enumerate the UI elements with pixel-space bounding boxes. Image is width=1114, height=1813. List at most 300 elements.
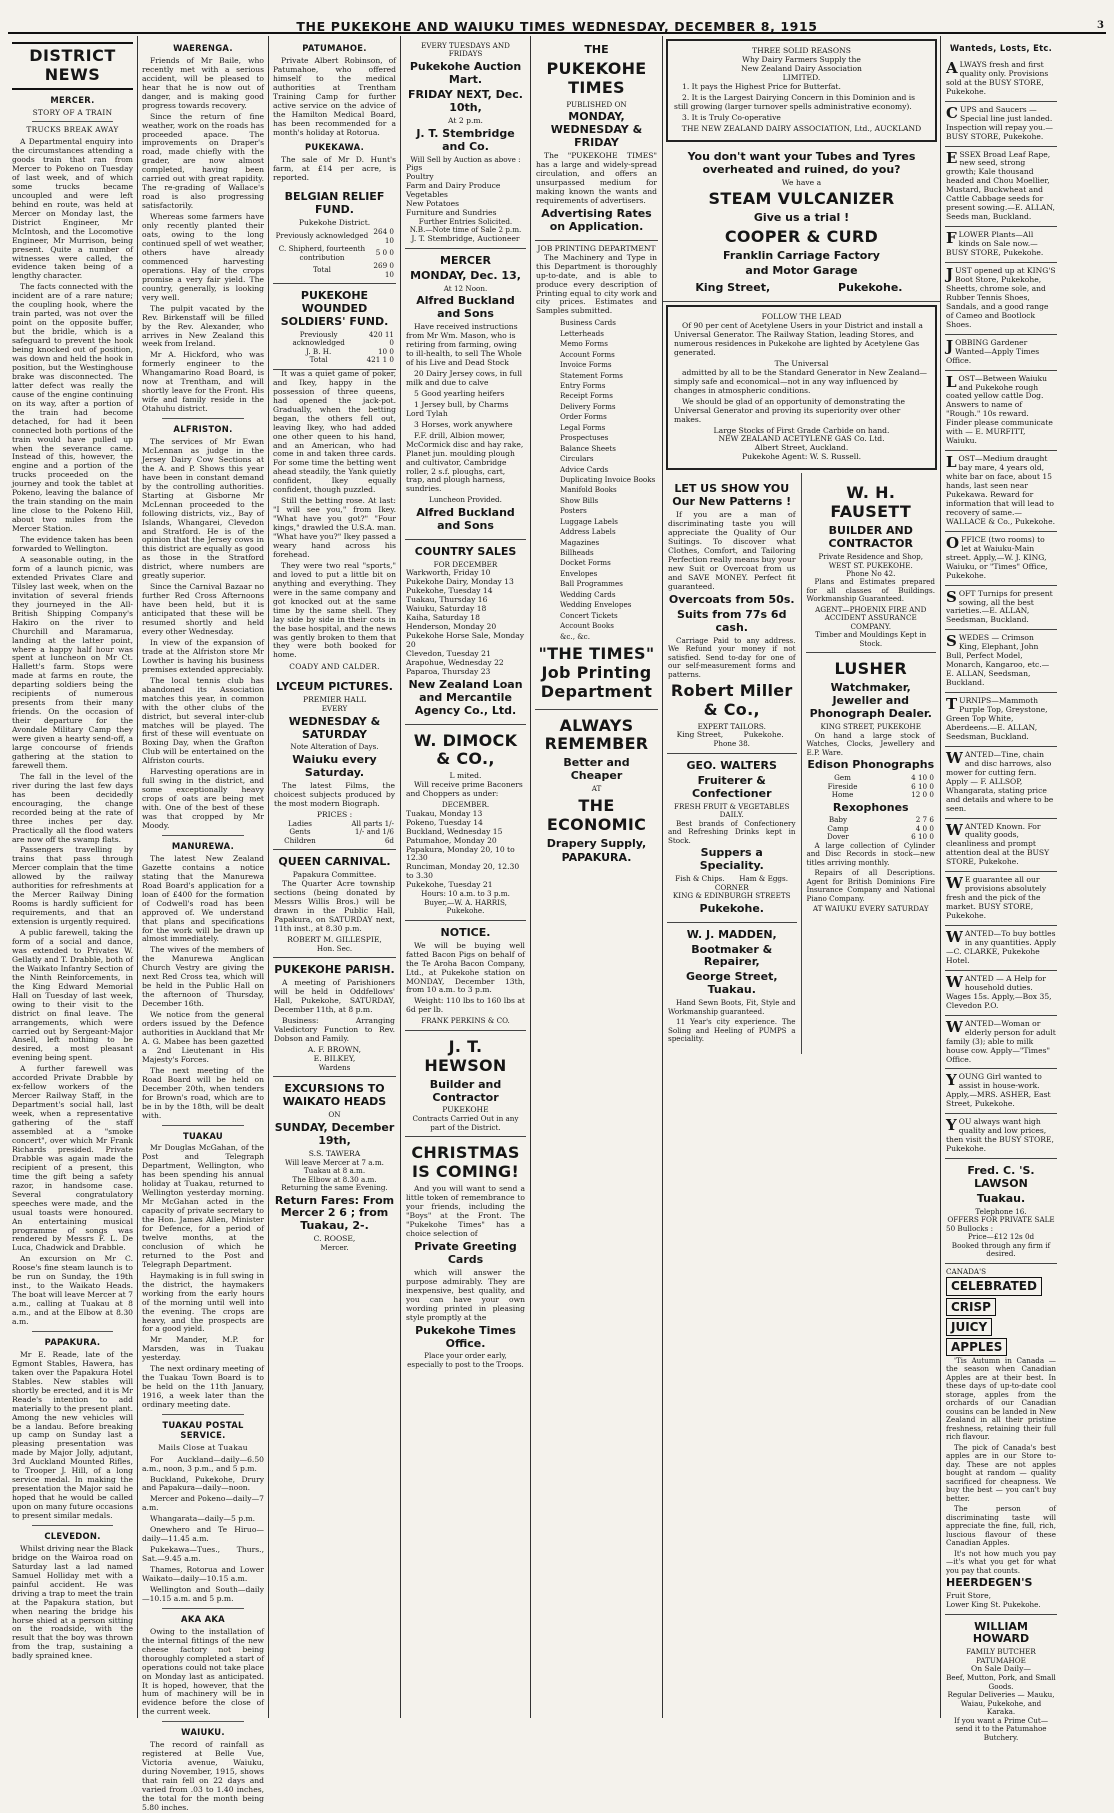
printing-form: &c., &c. [560,631,590,641]
printing-form: Order Forms [560,412,607,422]
classified-text: OST—Medium draught bay mare, 4 years old, white bar on face, about 15 hands, last seen near Pukekawa. Reward for information that will lead to recovery of same.—WALLACE & Co., Pukekohe. [946,454,1055,526]
ad-role: Mercer. [320,1243,349,1253]
ad-line: AT [591,784,602,794]
ad-signature: A. F. BROWN, [307,1044,362,1054]
ad-line: EVERY [321,704,348,714]
classified-text: E guarantee all our provisions absolutely fresh and the pick of the market. BUSY STORE, Pukekohe. [946,875,1047,921]
ad-heading: CHRISTMAS IS COMING! [411,1143,520,1182]
classified-text: ANTED—To buy bottles in any quantities. Apply—C. CLARKE, Pukekohe Hotel. [946,929,1056,965]
price-value: 4 0 0 [915,823,934,833]
fund-row [274,262,395,279]
ad-text: which will answer the purpose admirably. They are inexpensive, best quality, and you can have your own wording printed in pleasing style promptly at the [406,1267,525,1322]
classified-ad [945,57,1057,102]
drop-cap: Y [946,1071,957,1090]
collection-date: Papakura, Monday 20, 10 to 12.30 [406,844,515,863]
article-paragraph: The sale of Mr D. Hunt's farm, at £14 per acre, is reported. [273,155,396,183]
divider [32,1525,113,1526]
company-name: WILLIAM HOWARD [972,1619,1030,1646]
classified-ad [945,926,1057,971]
fund-amount: 269 0 10 [373,261,394,279]
wanteds-heading: Wanteds, Losts, Etc. [949,43,1053,53]
ad-stamp: JUICY [946,1318,992,1336]
heerdegen-ad [945,1264,1057,1615]
drop-cap: W [946,972,963,991]
ad-heading: EXCURSIONS TO WAIKATO HEADS [282,1082,387,1109]
classified-text: SSEX Broad Leaf Rape, new seed, strong growth; Kale thousand headed and Chou Moellier, Mustard, Buckwheat and Cattle Cabbage seeds for present sowing.—E. ALLAN, Seeds man, Buckland. [946,149,1055,222]
ad-line: Fish & Chips. [675,874,725,884]
article-paragraph: Since the Carnival Bazaar no further Red Cross Afternoons have been held, but it is anticipated that these will be resumed shortly and held every other Wednesday. [142,582,264,636]
printing-form: Posters [560,506,587,516]
classified-ad [945,451,1057,532]
ad-stamp: APPLES [946,1338,1007,1356]
ad-line: If you want a Prime Cut—send it to the Patumahoe Butchery. [953,1715,1049,1742]
sale-item: Farm and Dairy Produce [406,181,501,191]
ad-line: BUILDER AND CONTRACTOR [828,524,913,551]
ad-heading: LYCEUM PICTURES. [276,680,393,694]
story-title: STORY OF A TRAIN [32,107,113,117]
classified-text: ANTED Known. For quality goods, cleanliness and prompt attention deal at the BUSY STORE, Pukekohe. [946,821,1050,867]
ad-line: We have a [781,177,822,187]
price-value: 6 10 0 [911,832,934,842]
country-sales-ad [405,540,526,725]
dimock-ad [405,725,526,921]
column-auctions [401,36,531,1718]
auctioneer-name: J. T. Stembridge and Co. [416,126,515,153]
ad-line: FOR DECEMBER [433,559,498,569]
place-heading: CLEVEDON. [44,1531,101,1541]
drop-cap: W [946,1017,963,1036]
sale-date: Pukekohe Horse Sale, Monday 20 [406,630,525,649]
classified-text: FFICE (two rooms) to let at Waiuku-Main street. Apply,—W. J. KING, Waiuku, or "Times" Office, Pukekohe. [946,534,1048,580]
fund-amount: 5 0 0 [375,248,394,258]
ad-subheading: Papakura Committee. [292,870,377,880]
printing-form: Invoice Forms [560,360,612,370]
ad-line: King Street, [695,281,771,295]
prices-table [274,820,395,845]
article-paragraph: The latest New Zealand Gazette contains a notice stating that the Manurewa Road Board's application for a loan of £400 for the formation of Codwell's road has been approved of. We understand that plans and specifications for the work will be drawn up almost immediately. [142,853,264,944]
drop-cap: S [946,587,957,606]
ad-line: N.B.—Note time of Sale 2 p.m. [409,225,522,235]
reason-item: 2. It is the Largest Dairying Concern in this Dominion and is still growing (larger turnover spells administrative economy). [674,92,916,111]
printing-form: Business Cards [560,318,616,328]
drop-cap: W [946,874,963,893]
postal-line: Buckland, Pukekohe, Drury and Papakura—daily—noon. [142,1474,264,1493]
ad-text: Repairs of all Descriptions. Agent for British Dominions Fire Insurance Company and National Piano Company. [806,868,935,903]
company-name: W. H. FAUSETT [830,483,912,522]
ad-line: PATUMAHOE [976,1655,1026,1665]
printing-form: Address Labels [560,527,616,537]
article-paragraph: The services of Mr Ewan McLennan as judge in the Jersey Dairy Cow Sections at the A. and P. Shows this year have been in constant demand by the controlling authorities. Starting at Gisborne Mr McLennan proceeded to the following districts, viz., Bay of Islands, Whangarei, Clevedon and Stratford. He is of the opinion that the Jersey cows in this district are equally as good as those in the Stratford district, where numbers are greatly superior. [142,436,264,581]
ad-line: King Street, [676,730,724,740]
fund-label: Previously acknowledged [292,329,345,348]
company-name: HEERDEGEN'S [946,1576,1033,1590]
ad-text: 11 Year's city experience. The Soling and Heeling of PUMPS a speciality. [668,1017,796,1044]
ad-line: Large Stocks of First Grade Carbide on hand. [713,425,890,435]
ad-line: MONDAY, WEDNESDAY & FRIDAY [550,110,643,150]
ad-line: Albert Street, Auckland. [754,443,849,453]
classified-text: OFT Turnips for present sowing, all the best varieties.—E. ALLAN, Seedsman, Buckland. [946,588,1053,625]
sale-date: Pukekohe, Tuesday 14 [406,586,493,596]
column-wanteds [941,36,1061,1742]
ad-heading: ALWAYS REMEMBER [544,715,649,754]
sale-date: Pukekohe Dairy, Monday 13 [406,577,514,587]
drop-cap: E [946,148,958,167]
article-paragraph: Since the return of fine weather, work on the roads has proceeded apace. The improvements on Draper's road, made chiefly with the grader, are now almost completed, having been carried out with great rapidity. The re-grading of Wallace's road is also progressing satisfactorily. [142,111,264,211]
company-name: Robert Miller & Co., [670,681,793,720]
ad-text: Business: Arranging Valedictory Function to Rev. Dobson and Family. [274,1016,395,1043]
sale-date: Henderson, Monday 20 [406,621,497,631]
company-name: W. DIMOCK & CO., [413,730,518,769]
printing-form: Docket Forms [560,558,611,568]
ad-line: PUBLISHED ON [566,99,627,109]
place-heading: AKA AKA [181,1613,225,1624]
price-label: Ladies [288,818,312,828]
price-row [274,837,395,845]
article-paragraph: We notice from the general orders issued by the Defence authorities in Auckland that Mr A. G. Mabee has been gazetted a 2nd Lieutenant in His Majesty's Forces. [142,1010,264,1064]
parish-ad [273,958,396,1077]
drop-cap: T [946,695,958,714]
postal-line: For Auckland—daily—6.50 a.m., noon, 3 p.m., and 5 p.m. [142,1454,264,1473]
ad-line: EXPERT TAILORS. [697,721,766,731]
classified-text: OST—Between Waiuku and Pukekohe rough coated yellow cattle Dog. Answers to name of "Rough." 10s reward. Finder please communicate with — E. MURFITT, Waiuku. [946,373,1053,446]
ad-line: OFFERS FOR PRIVATE SALE [947,1215,1055,1225]
ad-text: Have received instructions from Mr Wm. Mason, who is retiring from farming, owing to ill-health, to sell The Whole of his Live and Dead Stock [406,322,522,368]
classified-ad [945,263,1057,335]
price-label: Baby [828,815,848,825]
printing-form: Wedding Cards [560,589,616,599]
ad-signature: ROBERT M. GILLESPIE, [287,934,382,944]
half-column [802,473,941,1053]
article-paragraph: The facts connected with the incident are of a rare nature; the coupling hook, where the train parted, was not over the point on the opposite buffer, but the bridle, which is a safeguard to prevent the hook being knocked out of position, was down and held the hook in position, but the Westinghouse brake was disconnected. The latter defect was really the cause of the engine continuing on its way, after a portion of the train had become detached, for had it been connected both portions of the train would have pulled up when the severance came. Instead of this, however, the engine and a portion of the trucks proceeded on the journey and took the tablet at Pokeno, leaving the balance of the train standing on the main line close to the Pokeno Hill, about two miles from the Mercer Station. [12,282,133,534]
fund-amount: 10 0 [377,346,394,356]
ad-role: Wardens [318,1062,351,1072]
printing-form: Envelopes [560,568,598,578]
ad-heading: MERCER [440,253,491,267]
drop-cap: L [946,372,957,391]
printing-form: Delivery Forms [560,401,616,411]
ad-line: MONDAY, Dec. 13, [410,268,521,282]
cooper-curd-ad [663,145,940,303]
column-notices [269,36,401,1718]
ad-line: SUNDAY, December 19th, [274,1120,395,1147]
drop-cap: L [946,453,957,472]
ad-text: Weight: 110 lbs to 160 lbs at 6d per lb. [406,996,525,1015]
price-value: 4 10 0 [911,773,934,783]
ad-line: Suits from 77s 6d cash. [677,607,787,634]
stock-line: F.F. drill, Albion mower, McCormick disc and hay rake, Planet jun. moulding plough and cultivator, Cambridge roller, 2 s.f. ploughs, cart, trap, and plough harness, sundries. [406,430,524,494]
classified-ad [945,532,1057,586]
ad-text: 'Tis Autumn in Canada — the season when Canadian Apples are at their best. In these days of up-to-date cool storage, apples from the orchards of our Canadian cousins can be landed in New Zealand in all their pristine freshness, retaining their full rich flavour. [946,1356,1056,1442]
fund-table [274,331,395,365]
article-paragraph: The wives of the members of the Manurewa Anglican Church Vestry are giving the next Red Cross tea, which will be held in the Public Hall on the afternoon of Thursday, December 16th. [142,945,264,1009]
ad-line: Further Entries Solicited. [418,216,513,226]
column-district-news [8,36,138,1718]
place-heading: PUKEKAWA. [304,142,365,153]
ad-line: Return Fares: From Mercer 2 6 ; from Tuakau, 2-. [274,1193,395,1233]
price-label: Gem [834,773,851,783]
drop-cap: F [946,229,957,248]
printing-form: Balance Sheets [560,443,616,453]
classified-ad [945,1069,1057,1114]
notice-ad [405,921,526,1031]
ad-line: FRIDAY NEXT, Dec. 10th, [408,87,523,114]
divider [162,418,244,419]
article-paragraph: A public farewell, taking the form of a social and dance, was extended to Privates W. Gellatly and T. Drabble, both of the Waikato Infantry Section of the Ninth Reinforcements, in the King Edward Memorial Hall on Tuesday of last week, owing to their visit to the district on final leave. The arrangements, which were carried out by Sergeant-Major Ansell, left nothing to be desired, a most pleasant evening being spent. [12,928,133,1063]
place-heading: PATUMAHOE. [302,43,367,53]
ad-heading: JOB PRINTING DEPARTMENT [537,243,656,253]
ad-text: A meeting of Parishioners will be held in Oddfellows' Hall, Pukekohe, SATURDAY, December 11th, at 8 p.m. [274,978,395,1015]
fund-label: C. Shipherd, fourteenth contribution [278,244,366,262]
printing-form: Statement Forms [560,370,623,380]
place-heading: MERCER. [50,94,95,105]
sale-item: Pigs [406,163,423,173]
ad-line: Timber and Mouldings Kept in Stock. [815,630,927,648]
classified-text: ANTED—Tine, chain and disc harrows, also mower for cutting fern. Apply — F. ALLSOP, Whangarata, stating price and details and where to be seen. [946,749,1054,813]
classified-text: WEDES — Crimson King, Elephant, John Bull, Perfect Model, Monarch, Kangaroo, etc.—E. ALLAN, Seedsman, Buckland. [946,633,1050,688]
classified-ad [945,335,1057,371]
ad-line: Will Sell by Auction as above : [410,154,521,164]
article-paragraph: The fall in the level of the river during the last few days has been decidedly encouraging, the change recorded being at the rate of three inches per day. Practically all the flood waters are now off the swamp flats. [12,771,133,844]
price-value: All parts 1/- [351,818,394,828]
price-label: Gents [289,827,311,837]
belgian-relief-fund [273,185,396,284]
address-row [664,280,939,297]
ad-line: Returning the same Evening. [281,1183,388,1193]
ad-line: Waiuku every Saturday. [292,752,377,779]
ad-line: Why Dairy Farmers Supply the [742,54,861,64]
story-credit: COADY AND CALDER. [289,662,380,672]
classified-text: UST opened up at KING'S Boot Store, Pukekohe, Sheetts, chrome sole, and Rubber Tennis Shoes, Sandals, and a good range of Cameo and Bootlock Shoes. [946,266,1056,329]
article-paragraph: Private Albert Robinson, of Patumahoe, who offered himself to the medical authorities at Trentham Training Camp for further active service on the advice of the Hamilton Medical Board, has been recommended for a month's holiday at Rotorua. [273,55,396,137]
ad-line: The Universal [774,358,829,368]
ad-line: Lower King St. Pukekohe. [946,1600,1041,1610]
printing-form: Account Forms [560,349,615,359]
ad-line: George Street, Tuakau. [685,970,778,997]
madden-ad [667,923,797,1050]
ad-line: ON [328,1110,341,1120]
ad-line: DECEMBER. [441,800,490,810]
company-name: NEW ZEALAND ACETYLENE GAS Co. Ltd. [718,434,885,444]
drop-cap: W [946,928,963,947]
prices-heading: PRICES : [316,809,353,819]
article-paragraph: In view of the expansion of trade at the Alfriston store Mr Lowther is having his business premises extended appreciably. [142,637,264,674]
fund-label: Total [312,265,331,275]
ad-line: WEDNESDAY & SATURDAY [288,714,381,741]
fund-amount: 421 1 0 [366,355,394,365]
drop-cap: J [946,265,954,284]
story-subtitle: TRUCKS BREAK AWAY [26,125,119,135]
ad-heading: STEAM VULCANIZER [708,189,895,209]
sale-item: Furniture and Sundries [406,207,497,217]
ad-heading: NOTICE. [440,925,491,939]
ad-text: Best brands of Confectionery and Refreshing Drinks kept in Stock. [668,818,796,845]
article-paragraph: A seasonable outing, in the form of a launch picnic, was extended Privates Clare and Tilsley last week, when on the invitation of several friends they journeyed in the All-British Shipping Company's Hakiro on the river to Churchill and Maramarua, landing at the latter point, where a happy half hour was spent at luncheon on Mr Ct. Hallett's farm. Stops were made at farms en route, the departing soldiers being the recipients of numerous presents from their many friends. On the occasion of their departure for the Avondale Military Camp they were given a hearty send-off, a large concourse of friends gathering at the station to farewell them. [12,554,133,770]
printing-form: Prospectuses [560,433,609,443]
masthead [8,20,1106,34]
place-heading: TUAKAU [182,1130,224,1141]
ad-signature: FRANK PERKINS & CO. [421,1016,510,1026]
lusher-ad [806,653,937,917]
ad-line: Fruiterer & Confectioner [691,773,772,800]
ad-line: Place your order early, especially to post to the Troops. [407,1351,524,1369]
ad-heading: THREE SOLID REASONS [752,46,851,55]
ad-line: Overcoats from 50s. [668,592,795,606]
fund-amount: 420 11 0 [368,329,394,348]
ad-line: Watchmaker, Jeweller and Phonograph Dealer. [809,681,932,721]
classified-ad [945,971,1057,1016]
ad-stamp: CRISP [946,1298,996,1316]
half-column [663,473,802,1053]
price-value: 2 7 6 [915,815,934,825]
ad-line: Rexophones [832,800,909,814]
stock-line: 20 Dairy Jersey cows, in full milk and due to calve [406,368,523,387]
ad-text: The Machinery and Type in this Department is thoroughly up-to-date, and is able to produce every description of Printing equal to city work and city prices. Estimates and Samples submitted. [536,252,657,316]
ad-text: The "PUKEKOHE TIMES" has a large and widely-spread circulation, and offers an unsurpassed medium for making known the wants and requirements of advertisers. [536,151,657,205]
place-heading: WAIUKU. [181,1727,225,1738]
ad-line: PREMIER HALL [302,695,366,705]
article-paragraph: The evidence taken has been forwarded to Wellington. [12,535,133,554]
ad-signature: E. BILKEY, [313,1053,356,1063]
miller-ad [667,477,797,754]
ad-heading: "THE TIMES" Job Printing Department [538,643,655,701]
story-paragraph: They were two real "sports," and loved to put a little bit on anything and everything. They were in the same company and got knocked out at the same time by the same shell. They lay side by side in their cots in the base hospital, and the news was gently broken to them that they were both booked for home. [273,560,396,660]
ad-text: On hand a large stock of Watches, Clocks, Jewellery and E.P. Ware. [806,730,935,757]
drop-cap: S [946,632,957,651]
price-value: 6d [384,835,394,845]
printing-forms [536,318,657,642]
postal-line: Thames, Rotorua and Lower Waikato—daily—10.15 a.m. [142,1565,264,1584]
acetylene-ad [666,305,937,470]
ad-line: CORNER [714,882,749,892]
phonograph-table [807,774,936,799]
classified-text: ANTED — A Help for household duties. Wages 15s. Apply,—Box 35, Clevedon P.O. [946,973,1052,1010]
ad-line: FAMILY BUTCHER [966,1647,1036,1657]
article-paragraph: The record of rainfall as registered at Belle Vue, Victoria avenue, Waiuku, during November, 1915, shows that rain fell on 22 days and varied from .03 to 1.40 inches, the total for the month being 5.80 inches. [142,1740,264,1812]
ad-line: Regular Deliveries — Mauku, Waiau, Pukekohe, and Karaka. [947,1690,1055,1717]
company-name: THE ECONOMIC [546,795,647,834]
fund-row [274,228,395,245]
ad-line: Private Greeting Cards [414,1239,517,1266]
price-label: Home [831,790,854,800]
article-paragraph: An excursion on Mr C. Roose's fine steam launch is to be run on Sunday, the 19th inst., to the Waikato Heads. The boat will leave Mercer at 7 a.m., calling at Tuakau at 8 a.m., and at the Elbow at 8.30 a.m. [12,1254,133,1327]
column-pukekohe-times [531,36,663,1718]
ad-line: Telephone 16. [975,1206,1027,1216]
article-paragraph: Passengers travelling by trains that pass through Mercer complain that the time allowed by the railway authorities for refreshments at the Mercer Railway Dining Rooms is hardly sufficient for requirements, and that an extension is urgently required. [12,845,133,927]
classified-text: UPS and Saucers — Special line just landed. Inspection will repay you.—BUSY STORE, Pukekohe. [946,104,1053,141]
article-paragraph: Friends of Mr Baile, who recently met with a serious accident, will be pleased to hear that he is now out of danger, and is making good progress towards recovery. [142,55,264,110]
classified-text: OU always want high quality and low prices, then visit the BUSY STORE, Pukekohe. [946,1117,1054,1154]
ad-line: Booked through any firm if desired. [951,1240,1051,1259]
classified-ad [945,872,1057,926]
article-paragraph: Whilst driving near the Black bridge on the Wairoa road on Saturday last a lad named Samuel Holliday met with a painful accident. He was driving a trap to meet the train at the Papakura station, but when nearing the bridge his horse shied at a person sitting on the roadside, with the result that the boy was thrown from the trap, sustaining a badly sprained knee. [12,1543,133,1661]
columns [8,36,1106,1812]
drop-cap: W [946,748,963,767]
ad-heading: LET US SHOW YOU Our New Patterns ! [672,482,792,509]
collection-date: Pokeno, Tuesday 14 [406,817,483,827]
ad-line: Note Alteration of Days. [290,742,379,752]
printing-form: Memo Forms [560,339,608,349]
company-name: Fred. C. 'S. LAWSON [967,1164,1035,1191]
ad-line: Suppers a Speciality. [699,846,764,873]
company-name: GEO. WALTERS [686,758,777,772]
ad-line: Hours: 10 a.m. to 3 p.m. [421,889,510,899]
article-paragraph: Whereas some farmers have only recently planted their oats, owing to the long continued spell of wet weather, others have already commenced harvesting operations. Hay of the crops promise a very fair yield. The country, generally, is looking very well. [142,212,264,302]
drop-cap: Y [946,1116,957,1135]
classified-text: OBBING Gardener Wanted—Apply Times Office. [946,337,1040,365]
divider [32,1331,113,1332]
ad-line: Bootmaker & Repairer, [691,942,773,969]
classified-ad [945,371,1057,452]
classified-ad [945,747,1057,819]
job-printing-ad [535,241,658,710]
auction-mart-ad [405,38,526,249]
article-paragraph: The next ordinary meeting of the Tuakau Town Board is to be held on the 11th January, 1916, a week later than the ordinary meeting date. [142,1364,264,1410]
reason-item: 3. It is Truly Co-operative [682,112,781,122]
excursion-ad [273,1077,396,1257]
page-number: 3 [1097,20,1104,31]
printing-form: Magazines [560,537,600,547]
ad-stamp: CELEBRATED [946,1277,1042,1295]
ad-line: Phone 38. [713,739,750,749]
ad-line: L mited. [449,771,482,781]
collection-date: Buckland, Wednesday 15 [406,826,503,836]
printing-form: Advice Cards [560,464,609,474]
drop-cap: A [946,58,958,77]
price-value: 6 10 0 [911,781,934,791]
sale-item: Vegetables [406,190,448,200]
price-label: Dover [827,832,849,842]
ad-text: Carriage Paid to any address. We Refund your money if not satisfied. Send to-day for one of our self-measurement forms and patterns. [668,635,796,679]
ad-line: PUKEKOHE [442,1105,489,1115]
story-paragraph: Still the betting rose. At last: "I will see you," from Ikey. "What have you got?" "Four kings," drawled the U.S.A. man. "What have you?" Ikey passed a weary hand across his forehead. [273,496,396,559]
issue-date: WEDNESDAY, DECEMBER 8, 1915 [572,19,818,34]
drop-cap: C [946,103,958,122]
ad-text: Plans and Estimates prepared for all classes of Buildings. Workmanship Guaranteed. [806,577,935,604]
printing-form: Luggage Labels [560,516,618,526]
collection-date: Tuakau, Monday 13 [406,808,483,818]
ad-signature: C. ROOSE, [313,1234,356,1244]
ad-line: Edison Phonographs [807,758,935,772]
sale-item: New Potatoes [406,199,460,209]
classified-text: ANTED—Woman or elderly person for adult family (3); able to milk house cow. Apply—"Times" Office. [946,1018,1056,1064]
fund-row [274,331,395,348]
ad-line: Pukekohe Agent: W. S. Russell. [741,452,862,462]
article-paragraph: Owing to the installation of the internal fittings of the new cheese factory not being thoroughly completed a start of operations could not take place on Monday last as anticipated. It is hoped, however, that the hum of machinery will be in evidence before the close of the current week. [142,1626,265,1717]
article-paragraph: A Departmental enquiry into the circumstances attending a goods train that ran from Mercer to Pokeno on Tuesday of last week, and of which some trucks became uncoupled and were left behind en route, was held at Mercer on Monday last, the District Engineer, Mr McIntosh, and the Locomotive Engineer, Mr Murrison, being present. Quite a number of witnesses were called, the evidence taken being of a lengthy character. [12,137,133,281]
collection-dates [406,810,525,891]
ad-heading: PUKEKOHE PARISH. [274,963,395,977]
stock-line: 3 Horses, work anywhere [414,419,513,429]
ad-line: Will leave Mercer at 7 a.m. [285,1157,384,1167]
ad-line: Phone No 42. [846,569,896,578]
ad-line: Drapery Supply, [546,836,647,850]
article-paragraph: Mr Douglas McGahan, of the Post and Telegraph Department, Wellington, who has been spending his annual holiday at Tuakau, returned to Wellington yesterday morning. Mr McGahan acted in the capacity of private secretary to the Hon. James Allen, Minister for Defence, for a period of twelve months, at the conclusion of which he returned to the Post and Telegraph Department. [142,1143,264,1269]
fund-label: Total [309,355,328,365]
dairy-association-ad [666,39,937,142]
fund-row [274,356,395,364]
postal-subheading: Mails Close at Tuakau [158,1442,248,1452]
classified-text: OUNG Girl wanted to assist in house-work. Apply,—MRS. ASHER, East Street, Pukekohe. [946,1072,1051,1109]
article-paragraph: A further farewell was accorded Private Drabble by ex-fellow workers of the Mercer Railway Staff, in the Department's social hall, last week, when a representative gathering of the staff assembled at a "smoke concert", over which Mr Frank Richards presided. Private Drabble was again made the recipient of a present, this time the gift being a safety razor, in handsome case. Several congratulatory speeches were made, and the usual toasts were honoured. An entertaining musical programme of songs was rendered by Messrs F. L. De Luca, Chadwick and Drabble. [12,1064,133,1253]
ad-heading: FOLLOW THE LEAD [761,312,842,322]
howard-ad [945,1615,1057,1747]
ad-line: EVERY TUESDAYS AND FRIDAYS [421,41,510,59]
divider [162,1414,244,1415]
auctioneer-name: Alfred Buckland and Sons [416,505,515,532]
ad-line: Luncheon Provided. [429,495,502,505]
ad-line: KING STREET, PUKEKOHE [820,722,921,732]
sale-date: Arapohue, Wednesday 22 [406,657,504,667]
